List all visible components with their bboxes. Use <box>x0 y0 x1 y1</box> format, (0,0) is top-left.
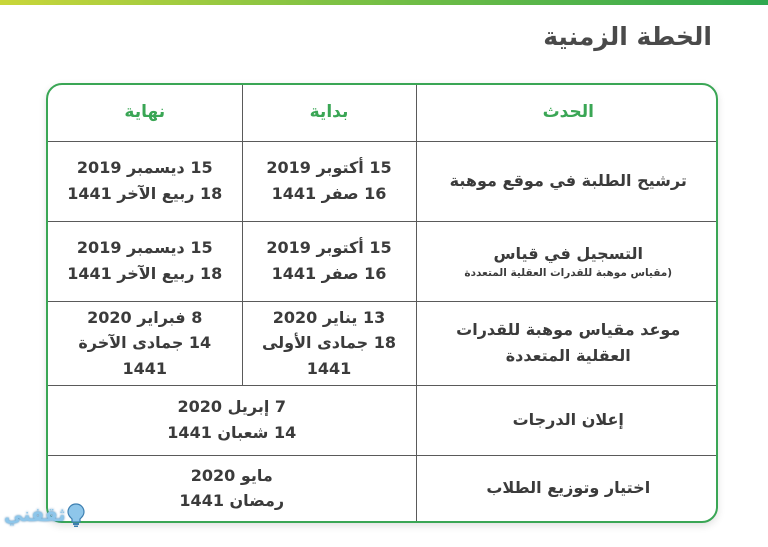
row-end <box>48 221 242 301</box>
end-hijri: 14 جمادى الآخرة 1441 <box>78 333 212 378</box>
event-label: ترشيح الطلبة في موقع موهبة <box>449 171 687 191</box>
page-title: الخطة الزمنية <box>543 22 712 51</box>
event-label: إعلان الدرجات <box>512 410 624 430</box>
row-event <box>416 301 718 385</box>
table-row <box>48 141 718 221</box>
date-hijri: رمضان 1441 <box>179 491 285 511</box>
start-gregorian: 13 يناير 2020 <box>272 307 386 327</box>
row-event <box>416 385 718 455</box>
end-gregorian: 8 فبراير 2020 <box>87 307 203 327</box>
table-header-row <box>48 85 718 141</box>
row-event <box>416 141 718 221</box>
date-gregorian: مايو 2020 <box>190 465 273 485</box>
table-row <box>48 455 718 521</box>
header-end: نهاية <box>48 85 242 141</box>
schedule-table <box>48 85 718 521</box>
row-event <box>416 455 718 521</box>
end-gregorian: 15 ديسمبر 2019 <box>76 158 213 178</box>
row-end <box>48 301 242 385</box>
schedule-table-frame <box>46 83 718 523</box>
event-label: التسجيل في قياس <box>493 243 644 263</box>
table-row <box>48 385 718 455</box>
event-label: اختيار وتوزيع الطلاب <box>486 478 651 498</box>
row-date <box>48 385 416 455</box>
row-end <box>48 141 242 221</box>
end-hijri: 18 ربيع الآخر 1441 <box>67 184 223 203</box>
header-start: بداية <box>242 85 416 141</box>
header-event: الحدث <box>416 85 718 141</box>
start-hijri: 16 صفر 1441 <box>271 184 387 203</box>
start-gregorian: 15 أكتوبر 2019 <box>266 238 392 258</box>
event-sublabel: (مقياس موهبة للقدرات العقلية المتعددة <box>464 267 673 280</box>
end-hijri: 18 ربيع الآخر 1441 <box>67 264 223 283</box>
date-gregorian: 7 إبريل 2020 <box>177 397 287 417</box>
event-label-line2: العقلية المتعددة <box>505 346 631 365</box>
lightbulb-icon <box>67 503 85 527</box>
table-row <box>48 301 718 385</box>
top-accent-bar <box>0 0 768 5</box>
start-gregorian: 15 أكتوبر 2019 <box>266 158 392 178</box>
table-row <box>48 221 718 301</box>
date-hijri: 14 شعبان 1441 <box>167 423 297 442</box>
event-label-line1: موعد مقياس موهبة للقدرات <box>456 320 681 340</box>
row-start <box>242 301 416 385</box>
row-event <box>416 221 718 301</box>
watermark-text: ثقفني <box>4 504 66 526</box>
watermark <box>4 503 85 527</box>
start-hijri: 16 صفر 1441 <box>271 264 387 283</box>
row-start <box>242 221 416 301</box>
start-hijri: 18 جمادى الأولى 1441 <box>261 333 397 378</box>
row-date <box>48 455 416 521</box>
end-gregorian: 15 ديسمبر 2019 <box>76 238 213 258</box>
row-start <box>242 141 416 221</box>
